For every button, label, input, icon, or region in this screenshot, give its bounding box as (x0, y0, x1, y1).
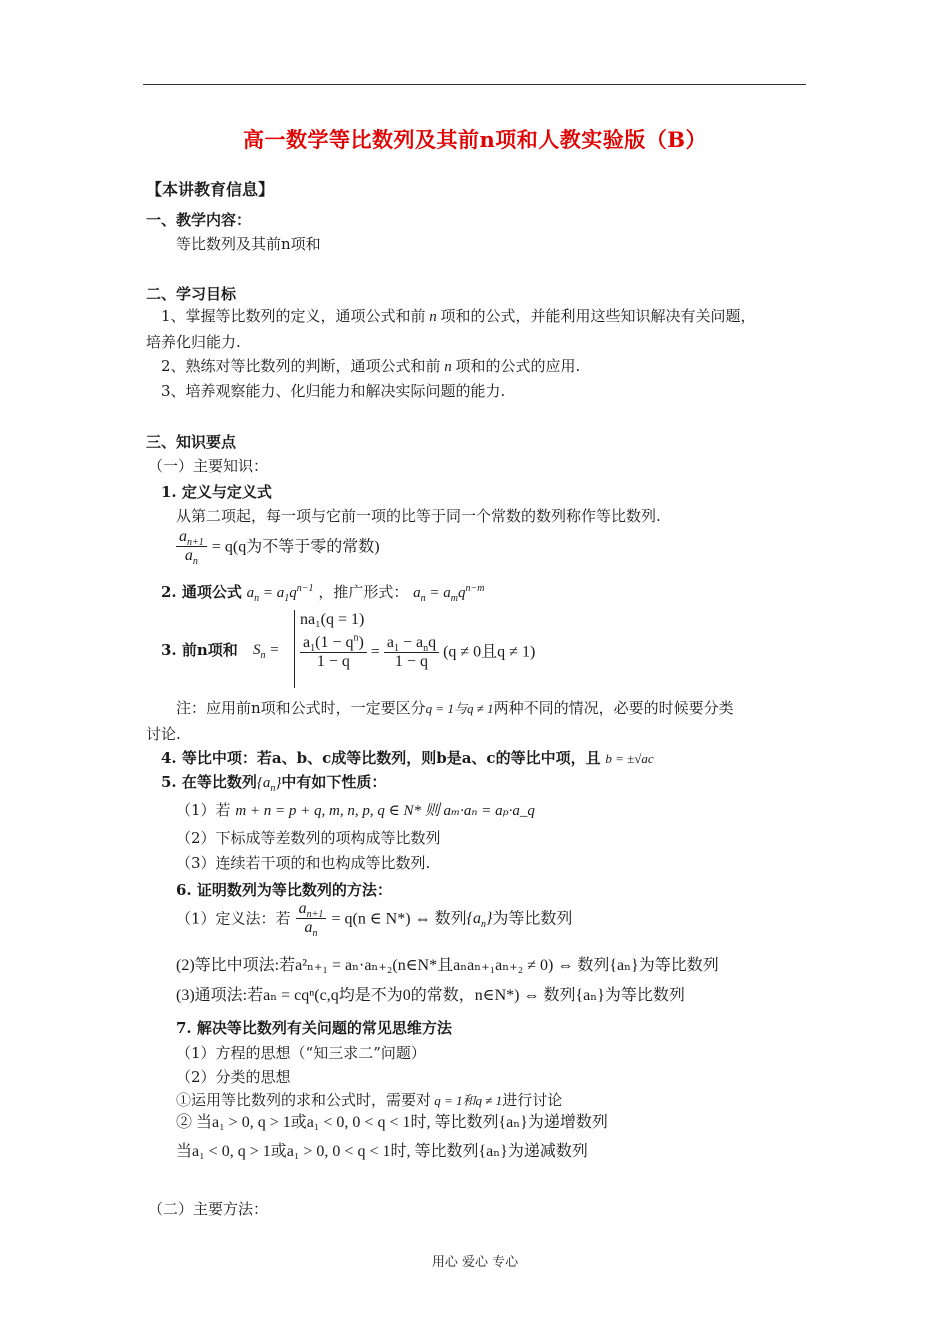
q-cases: q = 1和q ≠ 1 (431, 1093, 503, 1108)
k3-condition: (q ≠ 0且q ≠ 1) (443, 643, 536, 661)
sn-symbol: $S_n$ = (253, 642, 280, 661)
note-line (176, 698, 734, 719)
k4-text: 4. 等比中项：若a、b、c成等比数列，则b是a、c的等比中项，且 (161, 749, 601, 767)
k1-formula (176, 528, 380, 572)
section2-heading: 二、学习目标 (146, 285, 237, 303)
k5-head-b: 中有如下性质： (281, 773, 387, 791)
section1-body: 等比数列及其前n项和 (176, 235, 321, 253)
note-cont: 讨论. (146, 725, 181, 743)
k5-head-a: 5. 在等比数列 (161, 773, 257, 791)
k1-heading: 1. 定义与定义式 (161, 483, 272, 501)
ratio-fraction: $\frac{a_{n+1}}{a_n}$ (176, 528, 207, 566)
n-symbol: n (425, 309, 441, 325)
sum-fraction-2: $\frac{a_1 - a_nq}{1 - q}$ (384, 634, 439, 672)
k2-line (161, 582, 484, 603)
method-1-end: 为等比数列 (492, 910, 573, 928)
k5-line (161, 772, 386, 793)
sequence-symbol: $\{a_n\}$ (466, 910, 493, 931)
method-2: (2)等比中项法:若a²ₙ₊₁ = aₙ·aₙ₊₂(n∈N*且aₙaₙ₊₁aₙ₊₂ ≠ 0) ⇔ 数列{aₙ}为等比数列 (176, 957, 719, 974)
section3-heading: 三、知识要点 (146, 433, 237, 451)
property-1-formula: m + n = p + q, m, n, p, q ∈ N* 则 aₘ·aₙ = aₚ·a_q (235, 803, 535, 819)
method-3: (3)通项法:若aₙ = cqⁿ(c,q均是不为0的常数，n∈N*) ⇔ 数列{aₙ}为等比数列 (176, 987, 685, 1004)
thinking-3-a: ①运用等比数列的求和公式时，需要对 (176, 1091, 432, 1109)
goal-1-part-a: 1、掌握等比数列的定义，通项公式和前 (161, 307, 426, 325)
goal-2 (161, 356, 580, 377)
general-term-formula: $a_n = a_1q^{n-1}$ (246, 583, 314, 604)
subsection-2: （二）主要方法： (148, 1200, 269, 1218)
subsection-1: （一）主要知识： (148, 457, 269, 475)
n-symbol: n (440, 359, 456, 375)
header-rule (143, 84, 806, 85)
k4-formula: b = ±√ac (605, 751, 654, 766)
k6-heading: 6. 证明数列为等比数列的方法： (176, 881, 392, 899)
thinking-3-b: 进行讨论 (502, 1091, 563, 1109)
property-3: （3）连续若干项的和也构成等比数列. (176, 854, 431, 872)
goal-2-part-a: 2、熟练对等比数列的判断，通项公式和前 (161, 357, 441, 375)
goal-3: 3、培养观察能力、化归能力和解决实际问题的能力. (161, 382, 506, 400)
sequence-symbol: $\{a_n\}$ (256, 775, 282, 794)
k3-case2: $\frac{a_1(1 - q^n)}{1 - q}$ = $\frac{a_1 - a_nq}{1 - q}$ (q ≠ 0且q ≠ 1) (300, 634, 535, 686)
property-1 (176, 800, 535, 821)
sum-fraction-1: $\frac{a_1(1 - q^n)}{1 - q}$ (300, 634, 367, 672)
k4-line (161, 748, 654, 769)
method-1-a: （1）定义法：若 (176, 909, 291, 928)
goal-1-cont: 培养化归能力. (146, 333, 241, 351)
k7-heading: 7. 解决等比数列有关问题的常见思维方法 (176, 1019, 452, 1037)
method-1-tail: = q(n ∈ N*) ⇔ 数列 (331, 910, 467, 928)
thinking-1: （1）方程的思想（“知三求二”问题） (176, 1044, 426, 1062)
page-footer: 用心 爱心 专心 (431, 1255, 519, 1270)
property-2: （2）下标成等差数列的项构成等比数列 (176, 829, 441, 847)
case-brace (294, 610, 295, 688)
goal-2-part-b: 项和的公式的应用. (455, 357, 581, 375)
k2-heading: 2. 通项公式 (161, 583, 242, 601)
goal-1 (161, 306, 756, 327)
goal-1-part-b: 项和的公式，并能利用这些知识解决有关问题， (440, 307, 756, 325)
k3-case1: na₁(q = 1) (300, 611, 365, 628)
method-1 (176, 900, 572, 950)
section-info-heading: 【本讲教育信息】 (146, 180, 275, 199)
method-1-fraction: $\frac{a_{n+1}}{a_n}$ (296, 900, 327, 938)
thinking-4: ② 当a₁ > 0, q > 1或a₁ < 0, 0 < q < 1时, 等比数列{aₙ}为递增数列 (176, 1114, 608, 1131)
note-q-cases: q = 1与q ≠ 1 (425, 701, 494, 716)
section1-heading: 一、教学内容： (146, 211, 252, 229)
note-part-b: 两种不同的情况，必要的时候要分类 (493, 699, 734, 717)
extended-formula: $a_n = a_mq^{n-m}$ (413, 583, 485, 604)
thinking-3 (176, 1090, 562, 1111)
k1-formula-tail: = q(q为不等于零的常数) (211, 538, 380, 556)
thinking-2: （2）分类的思想 (176, 1068, 291, 1086)
k2-mid: ，推广形式： (318, 583, 409, 601)
thinking-5: 当a₁ < 0, q > 1或a₁ > 0, 0 < q < 1时, 等比数列{aₙ}为递减数列 (176, 1143, 588, 1160)
k1-body: 从第二项起，每一项与它前一项的比等于同一个常数的数列称作等比数列. (176, 507, 661, 525)
k3-heading: 3. 前n项和 (161, 641, 238, 659)
property-1-a: （1）若 (176, 801, 231, 819)
note-part-a: 注：应用前n项和公式时，一定要区分 (176, 699, 426, 717)
page-title: 高一数学等比数列及其前n项和人教实验版（B） (242, 127, 708, 152)
